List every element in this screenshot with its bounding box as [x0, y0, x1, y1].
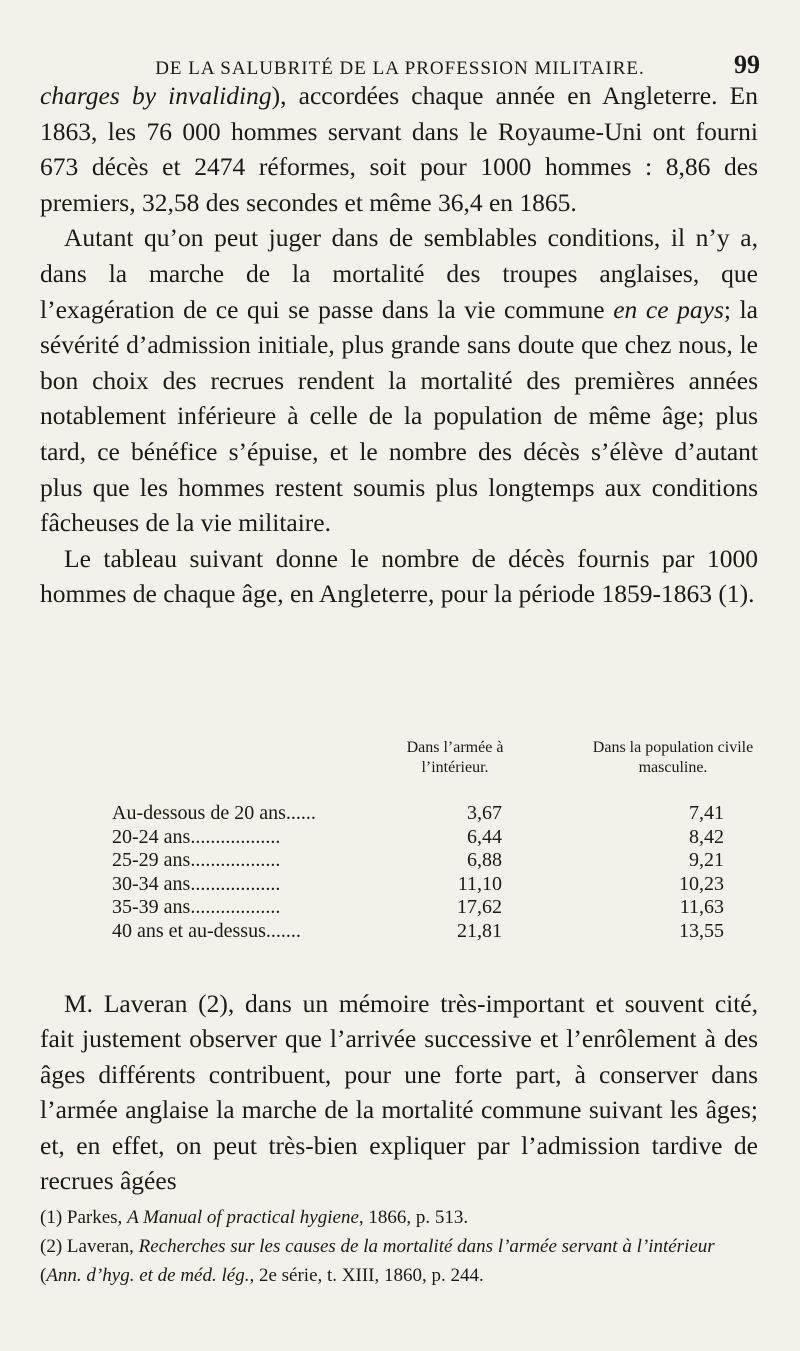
footnote-2-text-b: (: [40, 1265, 47, 1286]
table-row: [40, 896, 758, 920]
footnote-2-text-a: (2) Laveran,: [40, 1236, 139, 1257]
page-number: 99: [734, 50, 760, 79]
paragraph-1: [40, 78, 758, 220]
table-row: [40, 849, 758, 873]
row-age: 30-34 ans..................: [112, 872, 281, 895]
table-row: [40, 920, 758, 944]
running-head: DE LA SALUBRITÉ DE LA PROFESSION MILITAIRE.: [155, 58, 645, 79]
column-header-civil: Dans la population civile masculine.: [592, 739, 754, 776]
body-text-upper: [40, 78, 758, 612]
body-text-lower: [40, 960, 758, 1225]
page-header: [40, 40, 760, 80]
row-age: 35-39 ans..................: [112, 896, 281, 918]
paragraph-4: M. Laveran (2), dans un mémoire très-important et souvent cité, fait justement observer que l’arrivée successive et l’enrôlement à des âges différents contribuent, pour une forte part, à conserver dans l’armée anglaise la marche de la mortalité commune suivant les âges; et, en effet, on peut très-bien expliquer par l’admission tardive de recrues âgées: [40, 988, 758, 1196]
footnote-1-italic: A Manual of practical hygiene: [127, 1207, 359, 1228]
row-civil-value: 10,23: [679, 872, 724, 895]
row-army-value: 21,81: [457, 919, 502, 942]
table-row: [40, 802, 758, 826]
footnote-2: [40, 1232, 758, 1290]
mortality-table: [40, 738, 758, 943]
table-header: [40, 738, 758, 802]
footnote-2-italic-2: Ann. d’hyg. et de méd. lég.: [46, 1265, 250, 1286]
footnote-2-italic: Recherches sur les causes de la mortalité dans l’armée servant à l’intérieur: [138, 1236, 715, 1257]
row-civil-value: 8,42: [689, 825, 724, 848]
row-age: 25-29 ans..................: [112, 849, 281, 871]
row-civil-value: 11,63: [679, 896, 724, 918]
row-civil-value: 7,41: [689, 802, 724, 824]
footnotes: [40, 1203, 758, 1290]
row-age: Au-dessous de 20 ans......: [112, 802, 316, 824]
row-civil-value: 13,55: [679, 919, 724, 942]
table-row: [40, 873, 758, 897]
row-army-value: 6,44: [467, 825, 502, 848]
footnote-1-text-a: (1) Parkes,: [40, 1207, 128, 1228]
row-army-value: 17,62: [457, 896, 502, 918]
footnote-2-text-c: , 2e série, t. XIII, 1860, p. 244.: [249, 1265, 484, 1286]
paragraph-2-text-a: Autant qu’on peut juger dans de semblables conditions, il n’y a, dans la marche de la mortalité des troupes anglaises, que l’exagération de ce qui se passe dans la vie commune: [40, 223, 758, 324]
row-army-value: 3,67: [467, 802, 502, 824]
paragraph-2-text-b: ; la sévérité d’admission initiale, plus grande sans doute que chez nous, le bon choix des recrues rendent la mortalité des premières années notablement inférieure à celle de la population de même âge; plus tard, ce bénéfice s’épuise, et le nombre des décès s’élève d’autant plus que les hommes restent soumis plus longtemps aux conditions fâcheuses de la vie militaire.: [40, 294, 758, 538]
paragraph-1-italic: charges by invaliding: [40, 81, 272, 110]
column-header-army: Dans l’armée à l’intérieur.: [406, 739, 504, 776]
footnote-1-text-b: , 1866, p. 513.: [358, 1207, 469, 1228]
row-age: 20-24 ans..................: [112, 825, 281, 848]
table-row: [40, 826, 758, 850]
row-army-value: 11,10: [457, 872, 502, 895]
paragraph-3: Le tableau suivant donne le nombre de décès fournis par 1000 hommes de chaque âge, en Angleterre, pour la période 1859-1863 (1).: [40, 543, 758, 609]
row-age: 40 ans et au-dessus.......: [112, 919, 301, 942]
row-army-value: 6,88: [467, 849, 502, 871]
paragraph-2: [40, 220, 758, 540]
paragraph-1-text: ), accordées chaque année en Angleterre. En 1863, les 76 000 hommes servant dans le Royaume-Uni ont fourni 673 décès et 2474 réformes, soit pour 1000 hommes : 8,86 des premiers, 32,58 des secondes et même 36,4 en 1865.: [40, 81, 758, 217]
row-civil-value: 9,21: [689, 849, 724, 871]
paragraph-2-italic: en ce pays: [613, 294, 724, 324]
footnote-1: [40, 1203, 758, 1232]
